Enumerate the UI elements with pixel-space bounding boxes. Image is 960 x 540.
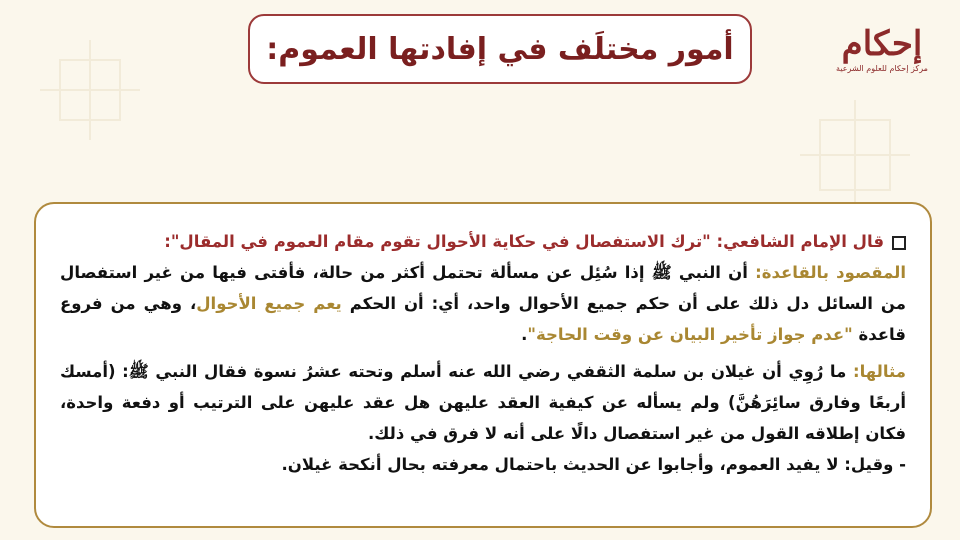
page-title: أمور مختلَف في إفادتها العموم: — [266, 31, 734, 67]
logo-mark: إحكام — [841, 24, 923, 64]
rule-highlight-2: "عدم جواز تأخير البيان عن وقت الحاجة" — [527, 325, 853, 344]
title-box — [248, 14, 752, 84]
content-box — [34, 202, 932, 528]
checkbox-bullet-icon — [892, 236, 906, 250]
rule-paragraph — [60, 257, 906, 350]
example-label: مثالها: — [852, 362, 906, 381]
example-paragraph — [60, 356, 906, 449]
logo-subtitle: مركز إحكام للعلوم الشرعية — [836, 64, 928, 73]
rule-highlight-1: يعم جميع الأحوال — [196, 294, 342, 313]
rule-text-1: أن النبي ﷺ إذا سُئِل عن مسألة تحتمل أكثر من حالة، فأفتى فيها من غير استفصال من السائل دل ذلك على أن حكم جميع الأحوال واحد، أي: أن الحكم — [60, 263, 906, 313]
rule-label: المقصود بالقاعدة: — [755, 263, 907, 282]
quote-paragraph — [60, 226, 906, 257]
logo — [832, 24, 932, 94]
quote-label: قال الإمام الشافعي: — [710, 232, 884, 251]
content-text — [60, 226, 906, 480]
rule-text-3: . — [521, 325, 528, 344]
note-text: - وقيل: لا يفيد العموم، وأجابوا عن الحديث باحتمال معرفته بحال أنكحة غيلان. — [281, 455, 906, 474]
rule-text-2: ، وهي من فروع قاعدة — [60, 294, 906, 344]
quote-text: "ترك الاستفصال في حكاية الأحوال تقوم مقام العموم في المقال": — [164, 232, 711, 251]
example-text: ما رُوِي أن غيلان بن سلمة الثقفي رضي الله عنه أسلم وتحته عشرُ نسوة فقال النبي ﷺ: (أمسك أربعًا وفارق سائِرَهُنَّ) ولم يسأله عن كيفية العقد عليهن هل عقد عليهن على الترتيب أو دفعة واحدة، فكان إطلاقه القول من غير استفصال دالًا على أنه لا فرق في ذلك. — [60, 362, 906, 443]
note-paragraph — [60, 449, 906, 480]
